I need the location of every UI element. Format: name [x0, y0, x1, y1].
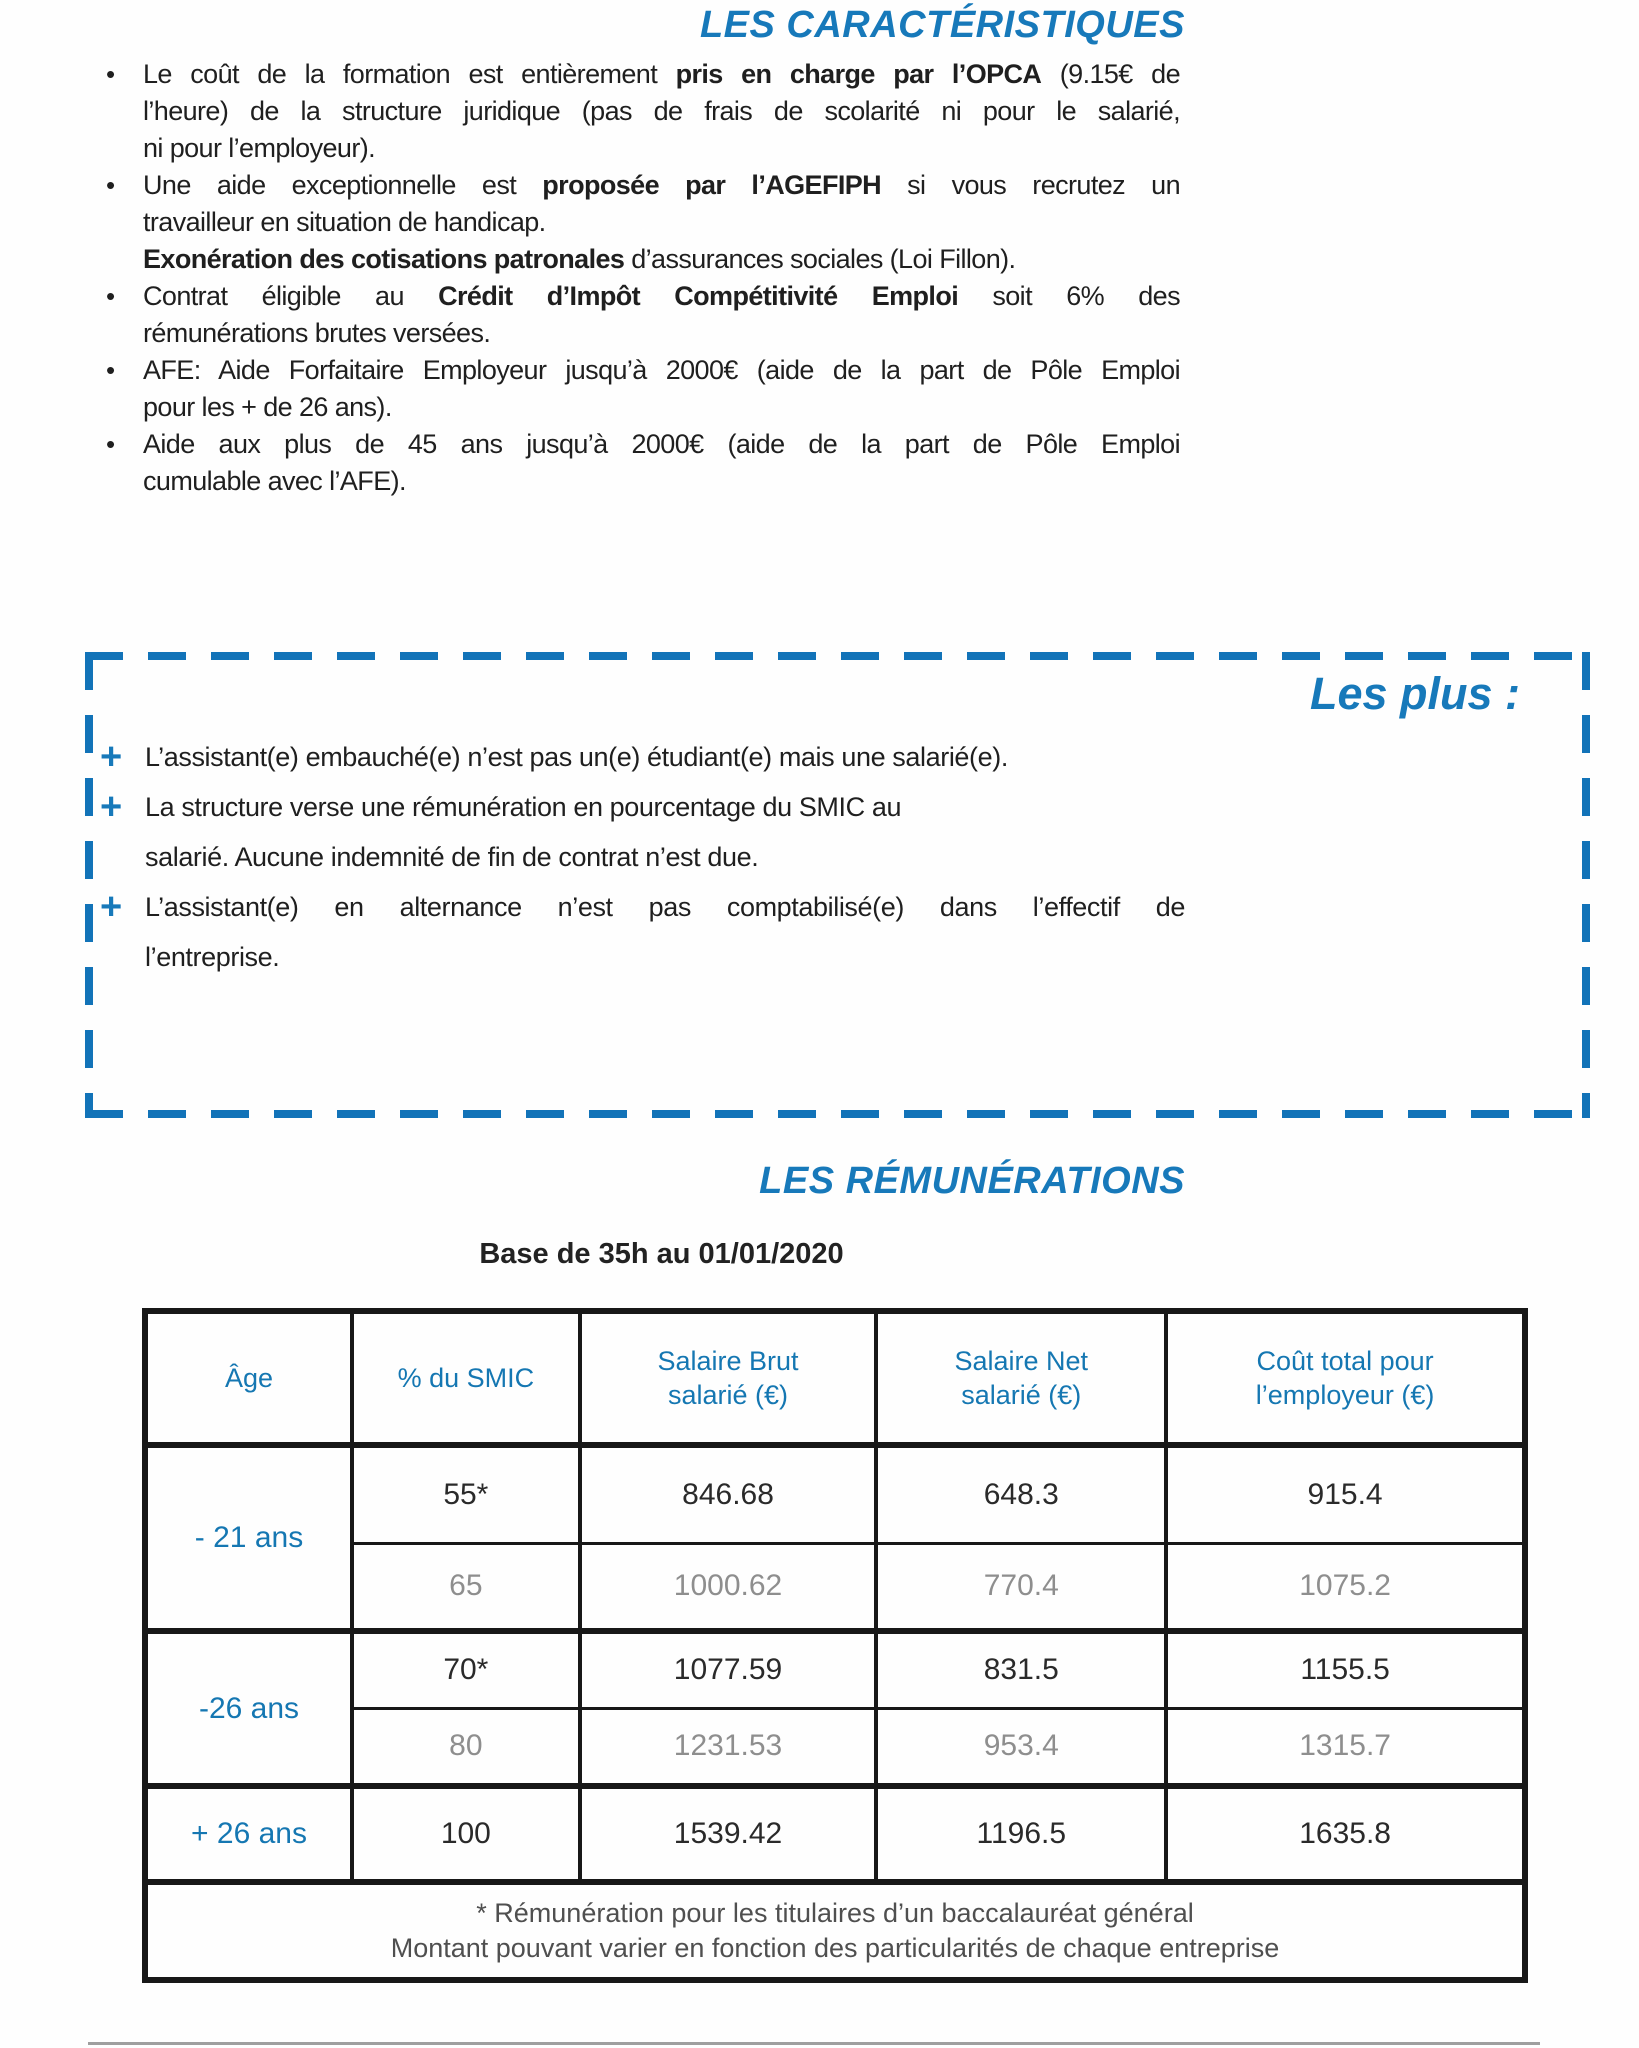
text-line: salarié. Aucune indemnité de fin de contrat n’est due. [145, 842, 759, 872]
table-body [145, 1445, 1525, 1882]
plus-box-title: Les plus : [1309, 668, 1520, 719]
text-line: AFE: Aide Forfaitaire Employeur jusqu’à 2000€ (aide de la part de Pôle Emploi [143, 355, 1180, 385]
section-title-caracteristiques: LES CARACTÉRISTIQUES [699, 4, 1185, 46]
plus-list [85, 732, 1590, 982]
characteristics-item-text [143, 241, 1180, 278]
plus-item-text [145, 782, 1185, 882]
column-header: Âge [145, 1311, 352, 1445]
characteristics-item [106, 167, 1180, 241]
pct-smic-cell: 70* [352, 1631, 580, 1708]
salaire-brut-cell: 846.68 [580, 1445, 877, 1543]
characteristics-item-text [143, 167, 1180, 241]
text-line: La structure verse une rémunération en pourcentage du SMIC au [145, 792, 902, 822]
bullet-dot-icon: • [106, 170, 116, 200]
footnote-cell [145, 1882, 1525, 1980]
text-line: l’entreprise. [145, 942, 280, 972]
salaire-net-cell: 1196.5 [876, 1786, 1166, 1882]
text-line: L’assistant(e) embauché(e) n’est pas un(e) étudiant(e) mais une salarié(e). [145, 742, 1008, 772]
text-line: rémunérations brutes versées. [143, 318, 491, 348]
footnote-line-1: * Rémunération pour les titulaires d’un baccalauréat général [476, 1898, 1194, 1928]
table-footnote-row [145, 1882, 1525, 1980]
remunerations-table [142, 1308, 1528, 1983]
plus-icon: + [100, 786, 123, 828]
table-caption: Base de 35h au 01/01/2020 [479, 1238, 844, 1270]
salaire-brut-cell: 1539.42 [580, 1786, 877, 1882]
cout-total-cell: 1635.8 [1166, 1786, 1525, 1882]
plus-icon: + [100, 886, 123, 928]
text-line: ni pour l’employeur). [143, 133, 376, 163]
table-row [145, 1543, 1525, 1631]
text-line: Aide aux plus de 45 ans jusqu’à 2000€ (aide de la part de Pôle Emploi [143, 429, 1180, 459]
characteristics-item-text [143, 278, 1180, 352]
dashed-border-right [1582, 652, 1590, 1118]
column-header: Salaire Brut salarié (€) [580, 1311, 877, 1445]
characteristics-item-text [143, 352, 1180, 426]
bullet-dot-icon: • [106, 59, 116, 89]
column-header: % du SMIC [352, 1311, 580, 1445]
characteristics-item [106, 56, 1180, 167]
table-row [145, 1708, 1525, 1786]
characteristics-item [106, 426, 1180, 500]
cout-total-cell: 915.4 [1166, 1445, 1525, 1543]
table-row [145, 1786, 1525, 1882]
characteristics-list [106, 56, 1180, 500]
salaire-net-cell: 953.4 [876, 1708, 1166, 1786]
cout-total-cell: 1075.2 [1166, 1543, 1525, 1631]
characteristics-item [106, 241, 1180, 278]
dashed-border-left [85, 652, 93, 1118]
age-cell: -26 ans [145, 1631, 352, 1786]
text-line: cumulable avec l’AFE). [143, 466, 406, 496]
bullet-dot-icon: • [106, 429, 116, 459]
plus-item [100, 782, 1590, 882]
cout-total-cell: 1155.5 [1166, 1631, 1525, 1708]
text-line: L’assistant(e) en alternance n’est pas comptabilisé(e) dans l’effectif de [145, 892, 1185, 922]
salaire-brut-cell: 1077.59 [580, 1631, 877, 1708]
salaire-net-cell: 648.3 [876, 1445, 1166, 1543]
text-line: Contrat éligible au Crédit d’Impôt Compétitivité Emploi soit 6% des [143, 281, 1180, 311]
cout-total-cell: 1315.7 [1166, 1708, 1525, 1786]
plus-item [100, 882, 1590, 982]
table-row [145, 1445, 1525, 1543]
table-row [145, 1631, 1525, 1708]
characteristics-item [106, 352, 1180, 426]
plus-item [100, 732, 1590, 782]
salaire-brut-cell: 1000.62 [580, 1543, 877, 1631]
dashed-border-bottom [85, 1110, 1590, 1118]
dashed-border-top [85, 652, 1590, 660]
plus-icon: + [100, 736, 123, 778]
column-header: Coût total pour l’employeur (€) [1166, 1311, 1525, 1445]
text-line: l’heure) de la structure juridique (pas de frais de scolarité ni pour le salarié, [143, 96, 1180, 126]
salaire-brut-cell: 1231.53 [580, 1708, 877, 1786]
text-line: pour les + de 26 ans). [143, 392, 392, 422]
characteristics-item [106, 278, 1180, 352]
text-line: Le coût de la formation est entièrement pris en charge par l’OPCA (9.15€ de [143, 59, 1180, 89]
remunerations-table-wrap [142, 1308, 1528, 1983]
characteristics-item-text [143, 56, 1180, 167]
pct-smic-cell: 100 [352, 1786, 580, 1882]
age-cell: - 21 ans [145, 1445, 352, 1631]
bullet-dot-icon: • [106, 281, 116, 311]
salaire-net-cell: 831.5 [876, 1631, 1166, 1708]
text-line: travailleur en situation de handicap. [143, 207, 546, 237]
text-line: Exonération des cotisations patronales d’assurances sociales (Loi Fillon). [143, 244, 1016, 274]
plus-box [85, 652, 1590, 1118]
plus-item-text [145, 882, 1185, 982]
cropped-next-section-line [88, 2042, 1540, 2045]
pct-smic-cell: 80 [352, 1708, 580, 1786]
bullet-dot-icon: • [106, 355, 116, 385]
section-title-remunerations: LES RÉMUNÉRATIONS [759, 1160, 1185, 1202]
footnote-line-2: Montant pouvant varier en fonction des particularités de chaque entreprise [390, 1933, 1280, 1963]
pct-smic-cell: 65 [352, 1543, 580, 1631]
age-cell: + 26 ans [145, 1786, 352, 1882]
column-header: Salaire Net salarié (€) [876, 1311, 1166, 1445]
table-header-row [145, 1311, 1525, 1445]
pct-smic-cell: 55* [352, 1445, 580, 1543]
characteristics-item-text [143, 426, 1180, 500]
salaire-net-cell: 770.4 [876, 1543, 1166, 1631]
plus-item-text [145, 732, 1185, 782]
text-line: Une aide exceptionnelle est proposée par l’AGEFIPH si vous recrutez un [143, 170, 1180, 200]
